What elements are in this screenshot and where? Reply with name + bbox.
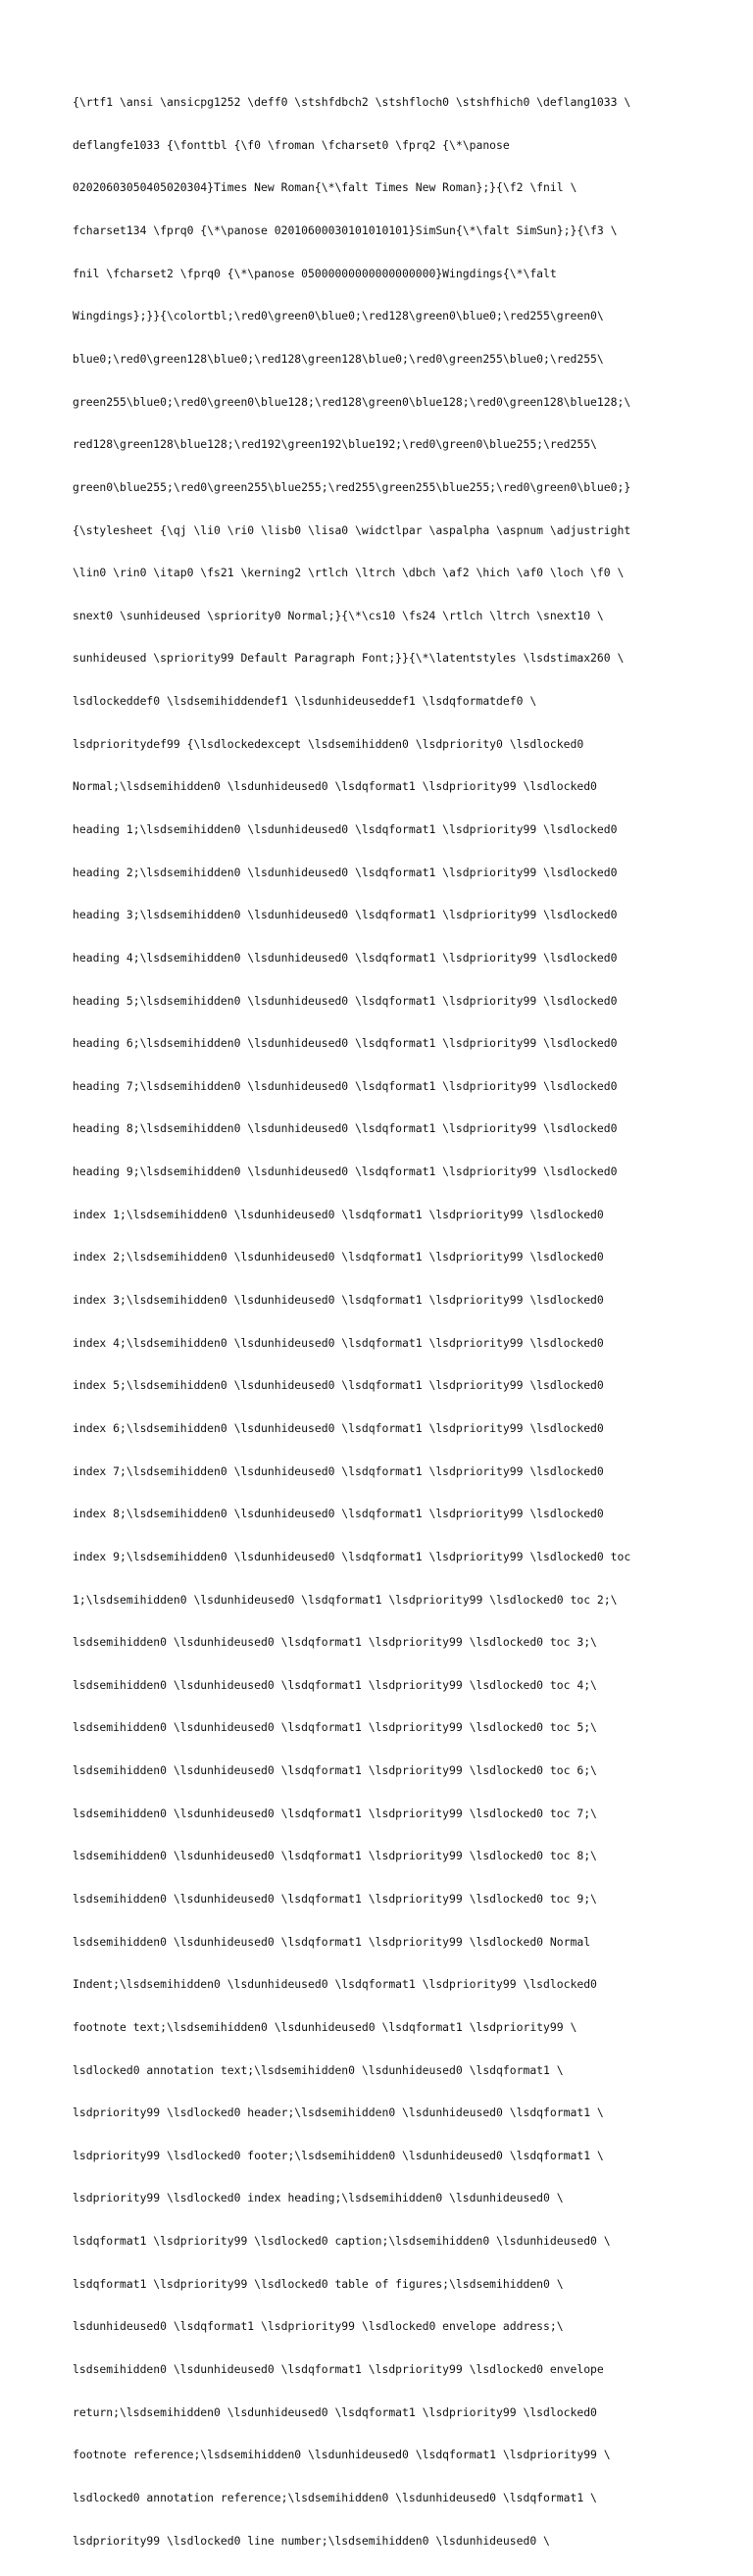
text-line: lsdpriority99 \lsdlocked0 index heading;\lsdsemihidden0 \lsdunhideused0 \ <box>73 2191 564 2205</box>
text-line: index 4;\lsdsemihidden0 \lsdunhideused0 \lsdqformat1 \lsdpriority99 \lsdlocked0 <box>73 1335 604 1350</box>
text-line: return;\lsdsemihidden0 \lsdunhideused0 \lsdqformat1 \lsdpriority99 \lsdlocked0 <box>73 2404 597 2419</box>
text-line: heading 6;\lsdsemihidden0 \lsdunhideused0 \lsdqformat1 \lsdpriority99 \lsdlocked0 <box>73 1036 618 1051</box>
text-line: lsdsemihidden0 \lsdunhideused0 \lsdqformat1 \lsdpriority99 \lsdlocked0 Normal <box>73 1934 591 1949</box>
text-line: fcharset134 \fprq0 {\*\panose 02010600030101010101}SimSun{\*\falt SimSun};}{\f3 \ <box>73 223 618 238</box>
text-line: lsdsemihidden0 \lsdunhideused0 \lsdqformat1 \lsdpriority99 \lsdlocked0 toc 6;\ <box>73 1763 597 1778</box>
text-line: lsdpriority99 \lsdlocked0 header;\lsdsemihidden0 \lsdunhideused0 \lsdqformat1 \ <box>73 2105 604 2120</box>
text-line: lsdprioritydef99 {\lsdlockedexcept \lsdsemihidden0 \lsdpriority0 \lsdlocked0 <box>73 736 584 751</box>
text-line: index 9;\lsdsemihidden0 \lsdunhideused0 \lsdqformat1 \lsdpriority99 \lsdlocked0 toc <box>73 1549 631 1563</box>
text-line: lsdpriority99 \lsdlocked0 footer;\lsdsemihidden0 \lsdunhideused0 \lsdqformat1 \ <box>73 2148 604 2162</box>
text-line: lsdsemihidden0 \lsdunhideused0 \lsdqformat1 \lsdpriority99 \lsdlocked0 toc 7;\ <box>73 1806 597 1820</box>
text-line: heading 3;\lsdsemihidden0 \lsdunhideused0 \lsdqformat1 \lsdpriority99 \lsdlocked0 <box>73 908 618 922</box>
text-line: lsdsemihidden0 \lsdunhideused0 \lsdqformat1 \lsdpriority99 \lsdlocked0 toc 8;\ <box>73 1849 597 1863</box>
text-line: blue0;\red0\green128\blue0;\red128\green128\blue0;\red0\green255\blue0;\red255\ <box>73 351 604 366</box>
text-line: {\stylesheet {\qj \li0 \ri0 \lisb0 \lisa0 \widctlpar \aspalpha \aspnum \adjustright <box>73 522 631 537</box>
text-line: heading 4;\lsdsemihidden0 \lsdunhideused0 \lsdqformat1 \lsdpriority99 \lsdlocked0 <box>73 950 618 965</box>
text-line: lsdsemihidden0 \lsdunhideused0 \lsdqformat1 \lsdpriority99 \lsdlocked0 toc 5;\ <box>73 1720 597 1735</box>
rtf-source-text <box>73 67 739 2576</box>
text-line: lsdlocked0 annotation reference;\lsdsemihidden0 \lsdunhideused0 \lsdqformat1 \ <box>73 2490 597 2504</box>
text-line: footnote reference;\lsdsemihidden0 \lsdunhideused0 \lsdqformat1 \lsdpriority99 \ <box>73 2448 611 2462</box>
text-line: green255\blue0;\red0\green0\blue128;\red128\green0\blue128;\red0\green128\blue128;\ <box>73 394 631 409</box>
text-line: Indent;\lsdsemihidden0 \lsdunhideused0 \lsdqformat1 \lsdpriority99 \lsdlocked0 <box>73 1977 597 1992</box>
text-line: {\rtf1 \ansi \ansicpg1252 \deff0 \stshfdbch2 \stshfloch0 \stshfhich0 \deflang1033 \ <box>73 95 631 110</box>
text-line: Normal;\lsdsemihidden0 \lsdunhideused0 \lsdqformat1 \lsdpriority99 \lsdlocked0 <box>73 779 597 794</box>
text-line: index 5;\lsdsemihidden0 \lsdunhideused0 \lsdqformat1 \lsdpriority99 \lsdlocked0 <box>73 1378 604 1393</box>
text-line: lsdqformat1 \lsdpriority99 \lsdlocked0 table of figures;\lsdsemihidden0 \ <box>73 2276 564 2291</box>
text-line: \lin0 \rin0 \itap0 \fs21 \kerning2 \rtlch \ltrch \dbch \af2 \hich \af0 \loch \f0 \ <box>73 566 625 580</box>
text-line: heading 9;\lsdsemihidden0 \lsdunhideused0 \lsdqformat1 \lsdpriority99 \lsdlocked0 <box>73 1164 618 1179</box>
text-line: lsdunhideused0 \lsdqformat1 \lsdpriority99 \lsdlocked0 envelope address;\ <box>73 2319 564 2334</box>
text-line: 1;\lsdsemihidden0 \lsdunhideused0 \lsdqformat1 \lsdpriority99 \lsdlocked0 toc 2;\ <box>73 1592 618 1607</box>
text-line: index 2;\lsdsemihidden0 \lsdunhideused0 \lsdqformat1 \lsdpriority99 \lsdlocked0 <box>73 1250 604 1264</box>
text-line: lsdsemihidden0 \lsdunhideused0 \lsdqformat1 \lsdpriority99 \lsdlocked0 toc 4;\ <box>73 1677 597 1692</box>
text-line: index 3;\lsdsemihidden0 \lsdunhideused0 \lsdqformat1 \lsdpriority99 \lsdlocked0 <box>73 1293 604 1308</box>
text-line: lsdqformat1 \lsdpriority99 \lsdlocked0 caption;\lsdsemihidden0 \lsdunhideused0 \ <box>73 2234 611 2249</box>
text-line: heading 1;\lsdsemihidden0 \lsdunhideused0 \lsdqformat1 \lsdpriority99 \lsdlocked0 <box>73 821 618 836</box>
text-line: 02020603050405020304}Times New Roman{\*\falt Times New Roman};}{\f2 \fnil \ <box>73 180 577 195</box>
text-line: lsdpriority99 \lsdlocked0 line number;\lsdsemihidden0 \lsdunhideused0 \ <box>73 2533 550 2548</box>
text-line: index 7;\lsdsemihidden0 \lsdunhideused0 \lsdqformat1 \lsdpriority99 \lsdlocked0 <box>73 1463 604 1478</box>
text-line: fnil \fcharset2 \fprq0 {\*\panose 05000000000000000000}Wingdings{\*\falt <box>73 266 557 280</box>
text-line: index 8;\lsdsemihidden0 \lsdunhideused0 \lsdqformat1 \lsdpriority99 \lsdlocked0 <box>73 1507 604 1521</box>
text-line: heading 5;\lsdsemihidden0 \lsdunhideused0 \lsdqformat1 \lsdpriority99 \lsdlocked0 <box>73 993 618 1008</box>
text-line: sunhideused \spriority99 Default Paragraph Font;}}{\*\latentstyles \lsdstimax260 \ <box>73 651 625 666</box>
text-line: lsdsemihidden0 \lsdunhideused0 \lsdqformat1 \lsdpriority99 \lsdlocked0 toc 9;\ <box>73 1892 597 1906</box>
text-line: lsdlocked0 annotation text;\lsdsemihidden0 \lsdunhideused0 \lsdqformat1 \ <box>73 2062 564 2077</box>
text-line: deflangfe1033 {\fonttbl {\f0 \froman \fcharset0 \fprq2 {\*\panose <box>73 137 510 152</box>
text-line: lsdlockeddef0 \lsdsemihiddendef1 \lsdunhideuseddef1 \lsdqformatdef0 \ <box>73 694 537 709</box>
text-line: heading 8;\lsdsemihidden0 \lsdunhideused0 \lsdqformat1 \lsdpriority99 \lsdlocked0 <box>73 1121 618 1136</box>
text-line: footnote text;\lsdsemihidden0 \lsdunhideused0 \lsdqformat1 \lsdpriority99 \ <box>73 2019 577 2034</box>
text-line: Wingdings};}}{\colortbl;\red0\green0\blue0;\red128\green0\blue0;\red255\green0\ <box>73 309 604 323</box>
text-line: heading 2;\lsdsemihidden0 \lsdunhideused0 \lsdqformat1 \lsdpriority99 \lsdlocked0 <box>73 865 618 879</box>
text-line: red128\green128\blue128;\red192\green192\blue192;\red0\green0\blue255;\red255\ <box>73 437 597 452</box>
text-line: heading 7;\lsdsemihidden0 \lsdunhideused0 \lsdqformat1 \lsdpriority99 \lsdlocked0 <box>73 1078 618 1093</box>
text-line: green0\blue255;\red0\green255\blue255;\red255\green255\blue255;\red0\green0\blue0;} <box>73 479 631 494</box>
text-line: index 6;\lsdsemihidden0 \lsdunhideused0 \lsdqformat1 \lsdpriority99 \lsdlocked0 <box>73 1420 604 1435</box>
text-line: lsdsemihidden0 \lsdunhideused0 \lsdqformat1 \lsdpriority99 \lsdlocked0 envelope <box>73 2362 604 2377</box>
text-line: snext0 \sunhideused \spriority0 Normal;}{\*\cs10 \fs24 \rtlch \ltrch \snext10 \ <box>73 608 604 622</box>
text-line: index 1;\lsdsemihidden0 \lsdunhideused0 \lsdqformat1 \lsdpriority99 \lsdlocked0 <box>73 1207 604 1221</box>
text-line: lsdsemihidden0 \lsdunhideused0 \lsdqformat1 \lsdpriority99 \lsdlocked0 toc 3;\ <box>73 1635 597 1650</box>
